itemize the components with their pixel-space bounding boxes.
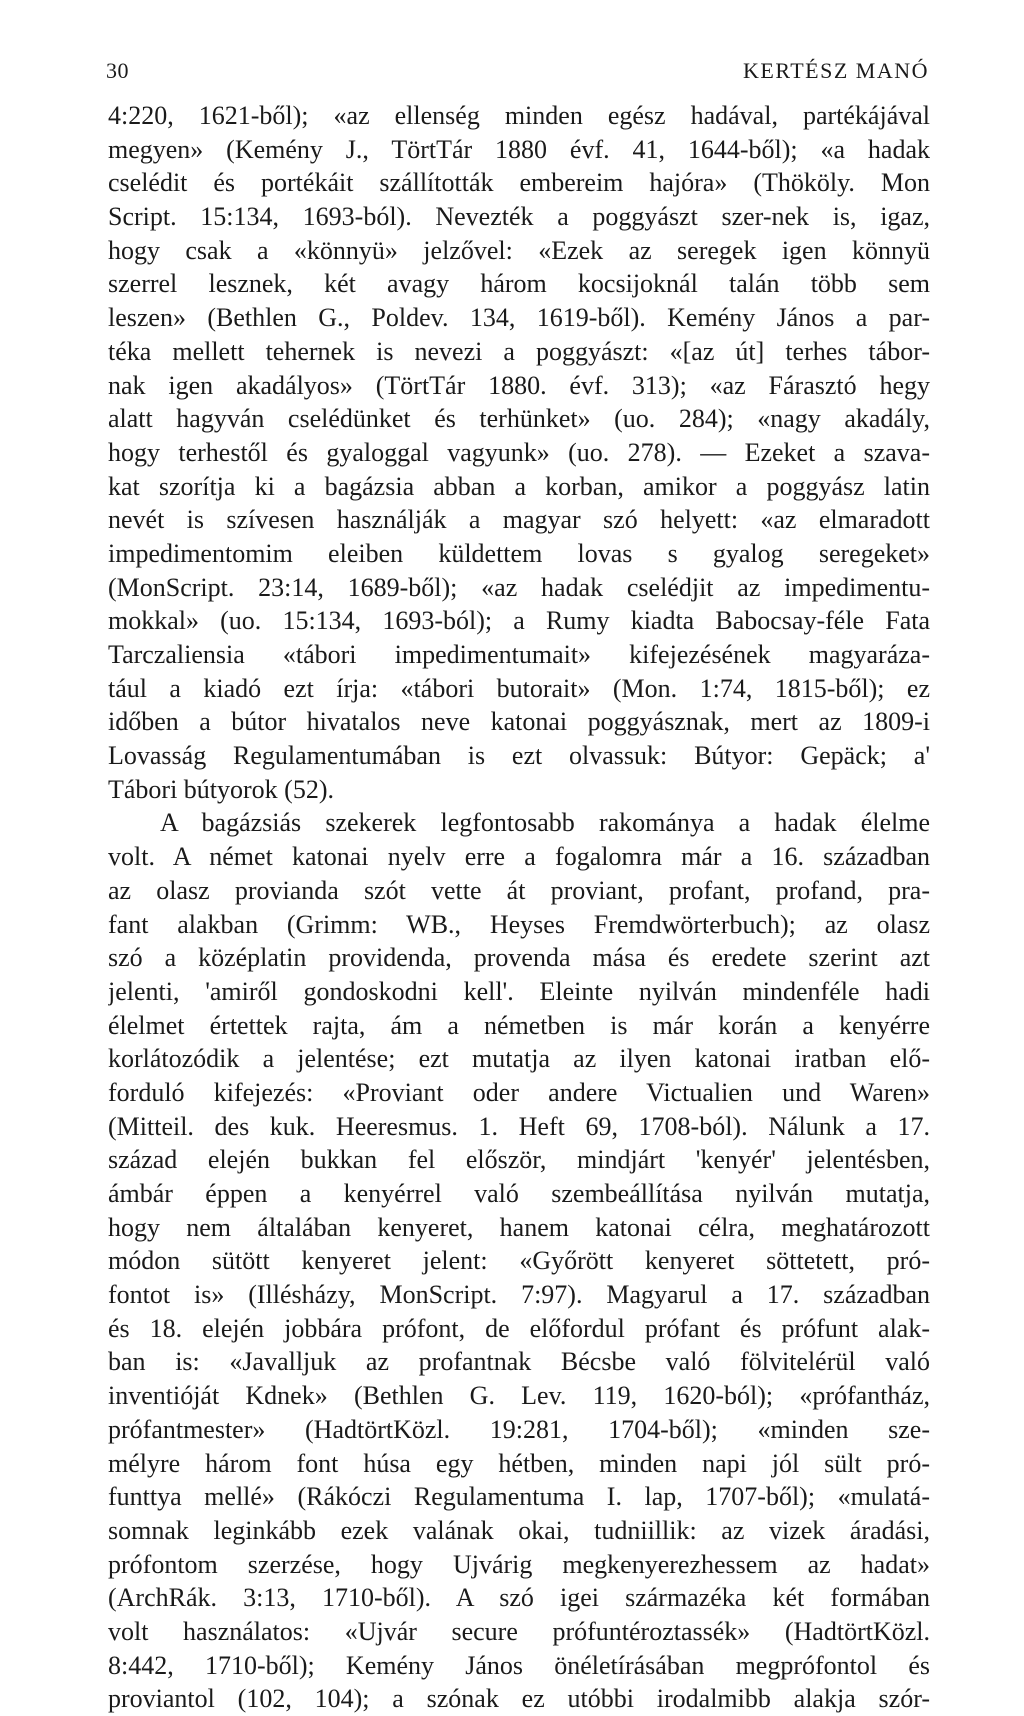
- text-line: cselédit és portékáit szállították embereim hajóra» (Thököly. Mon: [108, 168, 930, 198]
- text-line: mélyre három font húsa egy hétben, minden napi jól sült pró-: [108, 1448, 930, 1478]
- text-line: alatt hagyván cselédünket és terhünket» (uo. 284); «nagy akadály,: [108, 404, 930, 434]
- text-line: 4:220, 1621-ből); «az ellenség minden egész hadával, partékájával: [108, 101, 930, 130]
- text-line: nak igen akadályos» (TörtTár 1880. évf. 313); «az Fárasztó hegy: [108, 370, 930, 400]
- running-head: KERTÉSZ MANÓ: [743, 58, 929, 83]
- text-line: volt használatos: «Ujvár secure prófuntéroztassék» (HadtörtKözl.: [108, 1616, 930, 1646]
- text-line: időben a bútor hivatalos neve katonai poggyásznak, mert az 1809-i: [108, 707, 930, 737]
- text-line: az olasz provianda szót vette át proviant, profant, profand, pra-: [108, 875, 930, 905]
- text-line: megyen» (Kemény J., TörtTár 1880 évf. 41, 1644-ből); «a hadak: [108, 134, 930, 164]
- text-line: szerrel lesznek, két avagy három kocsijoknál talán több sem: [108, 269, 930, 299]
- text-line: Lovasság Regulamentumában is ezt olvassuk: Bútyor: Gepäck; a': [108, 741, 930, 771]
- text-line: (Mitteil. des kuk. Heeresmus. 1. Heft 69, 1708-ból). Nálunk a 17.: [108, 1111, 930, 1141]
- text-line: mokkal» (uo. 15:134, 1693-ból); a Rumy kiadta Babocsay-féle Fata: [108, 606, 930, 636]
- text-line: jelenti, 'amiről gondoskodni kell'. Eleinte nyilván mindenféle hadi: [108, 976, 930, 1006]
- text-line: Tarczaliensia «tábori impedimentumait» kifejezésének magyaráza-: [108, 640, 930, 669]
- text-line: módon sütött kenyeret jelent: «Győrött kenyeret söttetett, pró-: [108, 1246, 930, 1276]
- text-line: hogy terhestől és gyaloggal vagyunk» (uo. 278). — Ezeket a szava-: [108, 437, 930, 467]
- text-line: nevét is szívesen használják a magyar szó helyett: «az elmaradott: [108, 505, 930, 535]
- text-line: (ArchRák. 3:13, 1710-ből). A szó igei származéka két formában: [108, 1583, 930, 1613]
- text-line: és 18. elején jobbára prófont, de előfordul prófant és prófunt alak-: [108, 1313, 930, 1343]
- text-line: inventióját Kdnek» (Bethlen G. Lev. 119, 1620-ból); «prófantház,: [108, 1381, 930, 1411]
- text-line: impedimentomim eleiben küldettem lovas s gyalog seregeket»: [108, 538, 930, 568]
- text-line: hogy nem általában kenyeret, hanem katonai célra, meghatározott: [108, 1212, 930, 1242]
- text-line: somnak leginkább ezek valának okai, tudniillik: az vizek áradási,: [108, 1515, 930, 1545]
- text-line: téka mellett tehernek is nevezi a poggyászt: «[az út] terhes tábor-: [108, 336, 930, 366]
- text-line: prófontom szerzése, hogy Ujvárig megkenyerezhessem az hadat»: [108, 1549, 930, 1579]
- text-line: funttya mellé» (Rákóczi Regulamentuma I. lap, 1707-ből); «mulatá-: [108, 1482, 930, 1512]
- text-line: prófantmester» (HadtörtKözl. 19:281, 1704-ből); «minden sze-: [108, 1414, 930, 1444]
- text-line: szó a középlatin providenda, provenda mása és eredete szerint azt: [108, 943, 930, 973]
- text-line: fontot is» (Illésházy, MonScript. 7:97). Magyarul a 17. században: [108, 1280, 930, 1310]
- text-line: hogy csak a «könnyü» jelzővel: «Ezek az seregek igen könnyü: [108, 235, 930, 265]
- page-number: 30: [106, 58, 129, 83]
- text-line: (MonScript. 23:14, 1689-ből); «az hadak cselédjit az impedimentu-: [108, 572, 930, 602]
- text-line: korlátozódik a jelentése; ezt mutatja az ilyen katonai iratban elő-: [108, 1044, 930, 1074]
- text-line: proviantol (102, 104); a szónak ez utóbbi irodalmibb alakja szór-: [108, 1684, 930, 1714]
- body-text: [108, 99, 930, 1716]
- text-line: század elején bukkan fel először, mindjárt 'kenyér' jelentésben,: [108, 1145, 930, 1175]
- text-line: élelmet értettek rajta, ám a németben is már korán a kenyérre: [108, 1010, 930, 1040]
- text-line: 8:442, 1710-ből); Kemény János önéletírásában megprófontol és: [108, 1650, 930, 1680]
- text-line: volt. A német katonai nyelv erre a fogalomra már a 16. században: [108, 842, 930, 872]
- text-line: Script. 15:134, 1693-ból). Nevezték a poggyászt szer-nek is, igaz,: [108, 202, 930, 232]
- text-line: kat szorítja ki a bagázsia abban a korban, amikor a poggyász latin: [108, 471, 930, 501]
- text-line: leszen» (Bethlen G., Poldev. 134, 1619-ből). Kemény János a par-: [108, 303, 930, 333]
- text-line: tául a kiadó ezt írja: «tábori butorait» (Mon. 1:74, 1815-ből); ez: [108, 673, 930, 703]
- text-line: Tábori bútyorok (52).: [108, 774, 335, 804]
- text-line: A bagázsiás szekerek legfontosabb rakománya a hadak élelme: [160, 808, 930, 838]
- text-line: ámbár éppen a kenyérrel való szembeállítása nyilván mutatja,: [108, 1179, 930, 1208]
- text-line: forduló kifejezés: «Proviant oder andere Victualien und Waren»: [108, 1077, 930, 1107]
- text-line: ban is: «Javalljuk az profantnak Bécsbe való fölvitelérül való: [108, 1347, 930, 1377]
- text-line: fant alakban (Grimm: WB., Heyses Fremdwörterbuch); az olasz: [108, 909, 930, 939]
